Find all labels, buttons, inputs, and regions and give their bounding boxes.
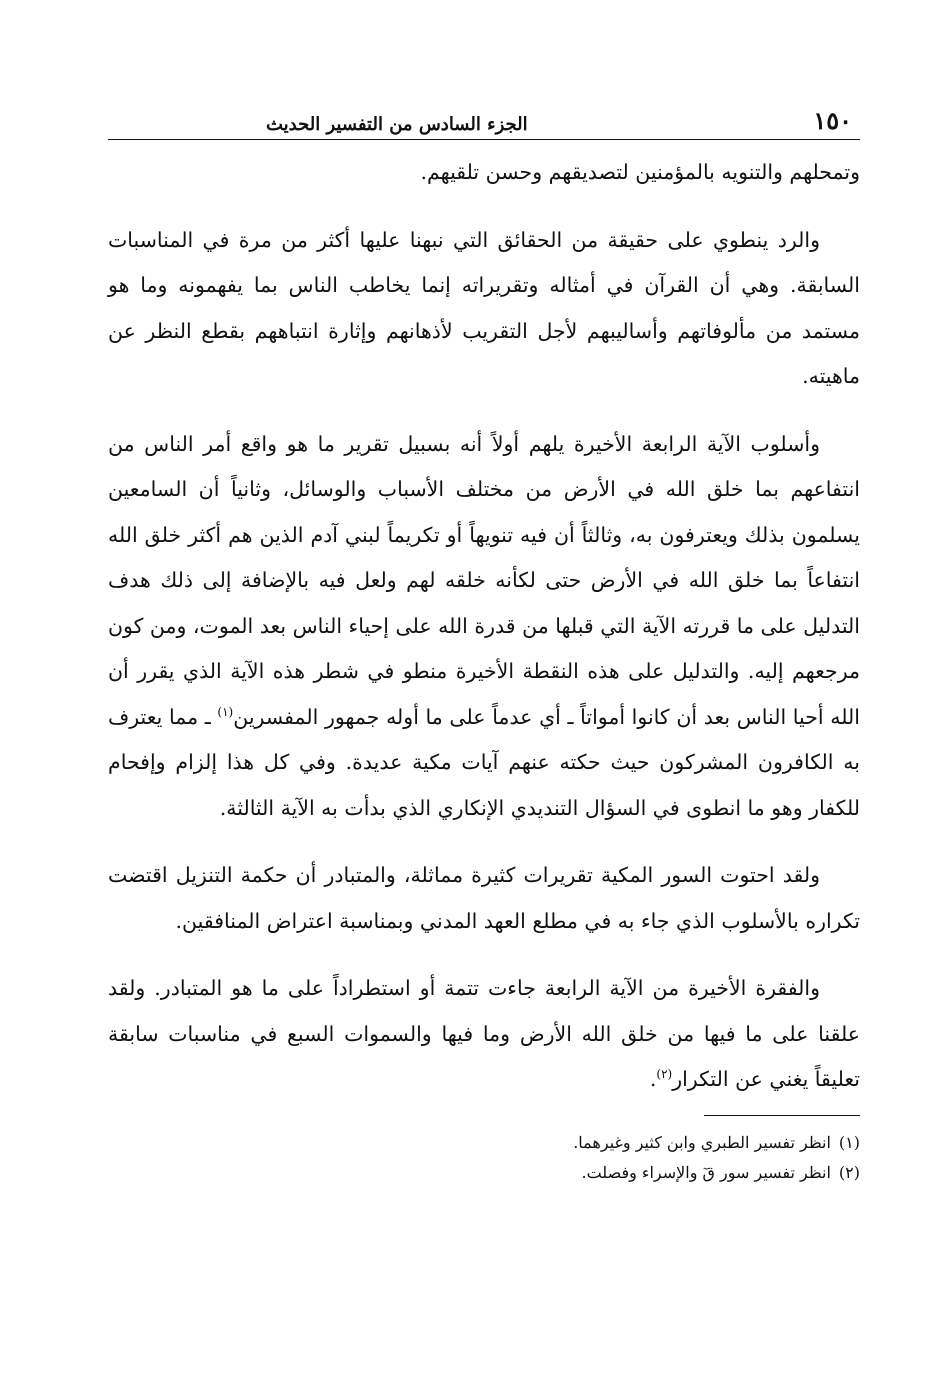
paragraph-text: . <box>649 1067 657 1091</box>
page-number: ١٥٠ <box>813 106 852 135</box>
footnotes-section <box>108 1111 860 1188</box>
book-page <box>108 100 860 1188</box>
paragraph <box>108 218 860 400</box>
paragraph-text: وتمحلهم والتنويه بالمؤمنين لتصديقهم وحسن تلقيهم. <box>420 160 860 184</box>
paragraph-text: والفقرة الأخيرة من الآية الرابعة جاءت تتمة أو استطراداً على ما هو المتبادر. ولقد علقنا على ما فيها من خلق الله الأرض وما فيها والسموات السبع في مناسبات سابقة تعليقاً يغني عن التكرار <box>108 976 860 1091</box>
page-header <box>108 100 860 140</box>
paragraph-text: ولقد احتوت السور المكية تقريرات كثيرة مماثلة، والمتبادر أن حكمة التنزيل اقتضت تكراره بالأسلوب الذي جاء به في مطلع العهد المدني وبمناسبة اعتراض المنافقين. <box>108 863 860 933</box>
body-text <box>108 150 860 1103</box>
footnote-ref[interactable]: (٢) <box>656 1067 673 1082</box>
footnote-item <box>108 1128 860 1158</box>
paragraph-text: وأسلوب الآية الرابعة الأخيرة يلهم أولاً أنه بسبيل تقرير ما هو واقع أمر الناس من انتفاعهم بما خلق الله في الأرض من مختلف الأسباب والوسائل، وثانياً أن السامعين يسلمون بذلك ويعترفون به، وثالثاً أن فيه تنويهاً أو تكريماً لبني آدم الذين هم أكثر خلق الله انتفاعاً بما خلق الله في الأرض حتى لكأنه خلقه لهم ولعل فيه بالإضافة إلى ذلك هدف التدليل على ما قررته الآية التي قبلها من قدرة الله على إحياء الناس بعد الموت، ومن كون مرجعهم إليه. والتدليل على هذه النقطة الأخيرة منطو في شطر هذه الآية الذي يقرر أن الله أحيا الناس بعد أن كانوا أمواتاً ـ أي عدماً على ما أوله جمهور المفسرين <box>108 431 860 729</box>
paragraph-text: والرد ينطوي على حقيقة من الحقائق التي نبهنا عليها أكثر من مرة في المناسبات السابقة. وهي أن القرآن في أمثاله وتقريراته إنما يخاطب الناس بما يفهمونه وما هو مستمد من مألوفاتهم وأساليبهم لأجل التقريب لأذهانهم وإثارة انتباههم بقطع النظر عن ماهيته. <box>108 227 860 388</box>
paragraph-text: ـ مما يعترف به الكافرون المشركون حيث حكته عنهم آيات مكية عديدة. وفي كل هذا إلزام وإفحام للكفار وهو ما انطوى في السؤال التنديدي الإنكاري الذي بدأت به الآية الثالثة. <box>108 704 860 820</box>
footnote-text: انظر تفسير سور قٓ والإسراء وفصلت. <box>581 1162 831 1182</box>
footnotes-list <box>108 1128 860 1188</box>
paragraph <box>108 150 860 196</box>
footnote-number: (١) <box>838 1132 860 1152</box>
running-title: الجزء السادس من التفسير الحديث <box>266 114 528 135</box>
footnote-number: (٢) <box>838 1162 860 1182</box>
paragraph <box>108 853 860 944</box>
footnote-item <box>108 1158 860 1188</box>
paragraph <box>108 422 860 832</box>
paragraph <box>108 966 860 1103</box>
footnote-text: انظر تفسير الطبري وابن كثير وغيرهما. <box>573 1132 831 1152</box>
footnote-divider <box>704 1115 860 1116</box>
footnote-ref[interactable]: (١) <box>217 704 234 719</box>
